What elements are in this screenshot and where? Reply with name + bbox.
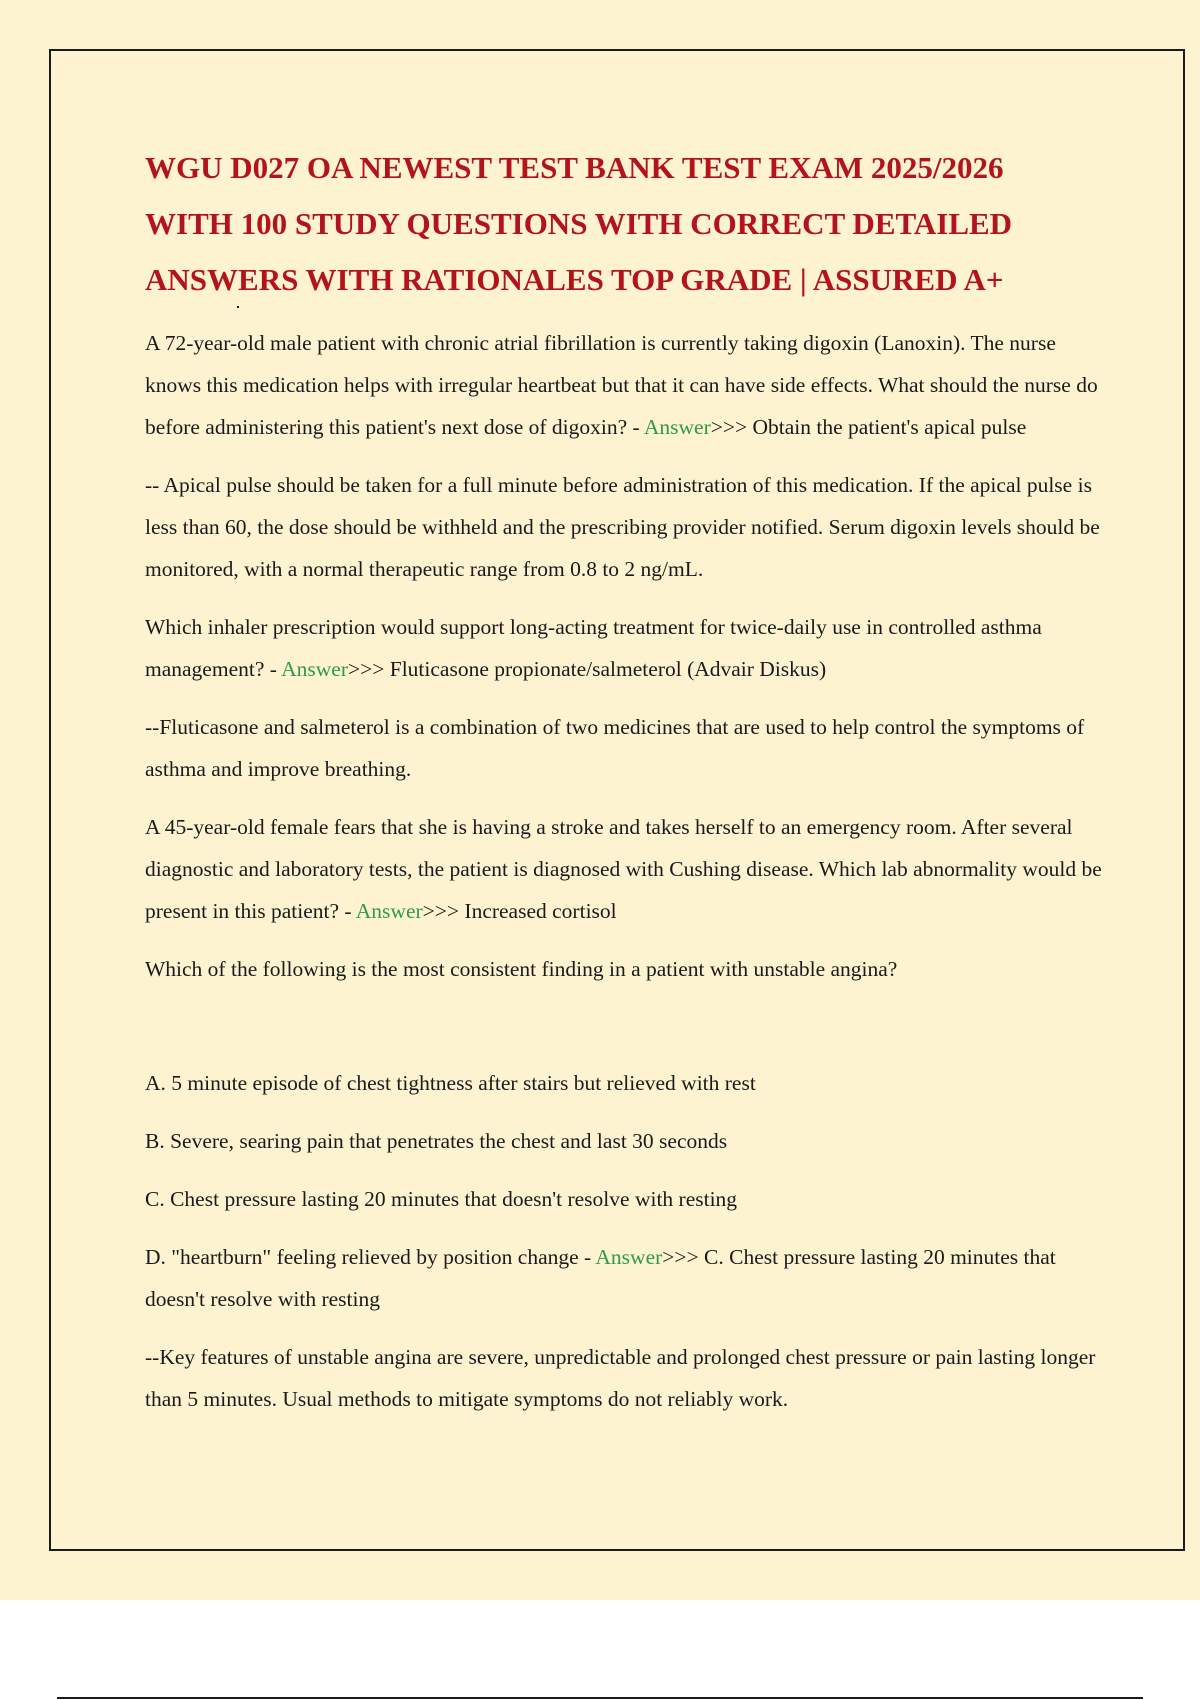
question-1-text: A 72-year-old male patient with chronic atrial fibrillation is currently taking digoxin (Lanoxin). The nurse knows this medication helps with irregular heartbeat but that it can have side effects. What should the nurse do before administering this patient's next dose of digoxin? - <box>145 331 1098 439</box>
document-content <box>145 140 1105 1436</box>
question-4-option-d-text: D. "heartburn" feeling relieved by position change - <box>145 1245 596 1269</box>
answer-label: Answer <box>281 657 348 681</box>
question-2-rationale: --Fluticasone and salmeterol is a combination of two medicines that are used to help control the symptoms of asthma and improve breathing. <box>145 715 1085 781</box>
question-4-answer: >>> C. Chest pressure lasting 20 minutes that doesn't resolve with resting <box>145 1245 1056 1311</box>
question-2 <box>145 606 1105 690</box>
question-1-answer: >>> Obtain the patient's apical pulse <box>710 415 1027 439</box>
title-line-3: ANSWERS WITH RATIONALES TOP GRADE | ASSURED A+ <box>145 262 1004 297</box>
answer-label: Answer <box>643 415 711 439</box>
question-3-answer: >>> Increased cortisol <box>422 899 617 923</box>
question-4-option-d <box>145 1236 1105 1320</box>
document-title <box>145 140 1105 308</box>
question-4-option-a: A. 5 minute episode of chest tightness after stairs but relieved with rest <box>145 1071 756 1095</box>
question-3 <box>145 806 1105 932</box>
question-2-answer: >>> Fluticasone propionate/salmeterol (Advair Diskus) <box>347 657 827 681</box>
answer-label: Answer <box>355 899 423 923</box>
question-4-rationale: --Key features of unstable angina are severe, unpredictable and prolonged chest pressure or pain lasting longer than 5 minutes. Usual methods to mitigate symptoms do not reliably work. <box>145 1345 1096 1411</box>
question-1 <box>145 322 1105 448</box>
question-1-rationale: -- Apical pulse should be taken for a full minute before administration of this medication. If the apical pulse is less than 60, the dose should be withheld and the prescribing provider notified. Serum digoxin levels should be monitored, with a normal therapeutic range from 0.8 to 2 ng/mL. <box>145 473 1100 581</box>
question-4-option-c: C. Chest pressure lasting 20 minutes that doesn't resolve with resting <box>145 1187 738 1211</box>
question-2-text: Which inhaler prescription would support long-acting treatment for twice-daily use in controlled asthma management? - <box>145 615 1042 681</box>
question-3-text: A 45-year-old female fears that she is having a stroke and takes herself to an emergency room. After several diagnostic and laboratory tests, the patient is diagnosed with Cushing disease. Which lab abnormality would be present in this patient? - <box>145 815 1102 923</box>
answer-label: Answer <box>595 1245 663 1269</box>
question-4-option-b: B. Severe, searing pain that penetrates the chest and last 30 seconds <box>145 1129 728 1153</box>
title-line-2: WITH 100 STUDY QUESTIONS WITH CORRECT DETAILED <box>145 206 1013 241</box>
title-line-1: WGU D027 OA NEWEST TEST BANK TEST EXAM 2025/2026 <box>145 150 1004 185</box>
next-page-rule <box>57 1697 1143 1699</box>
question-4: Which of the following is the most consistent finding in a patient with unstable angina? <box>145 957 898 981</box>
